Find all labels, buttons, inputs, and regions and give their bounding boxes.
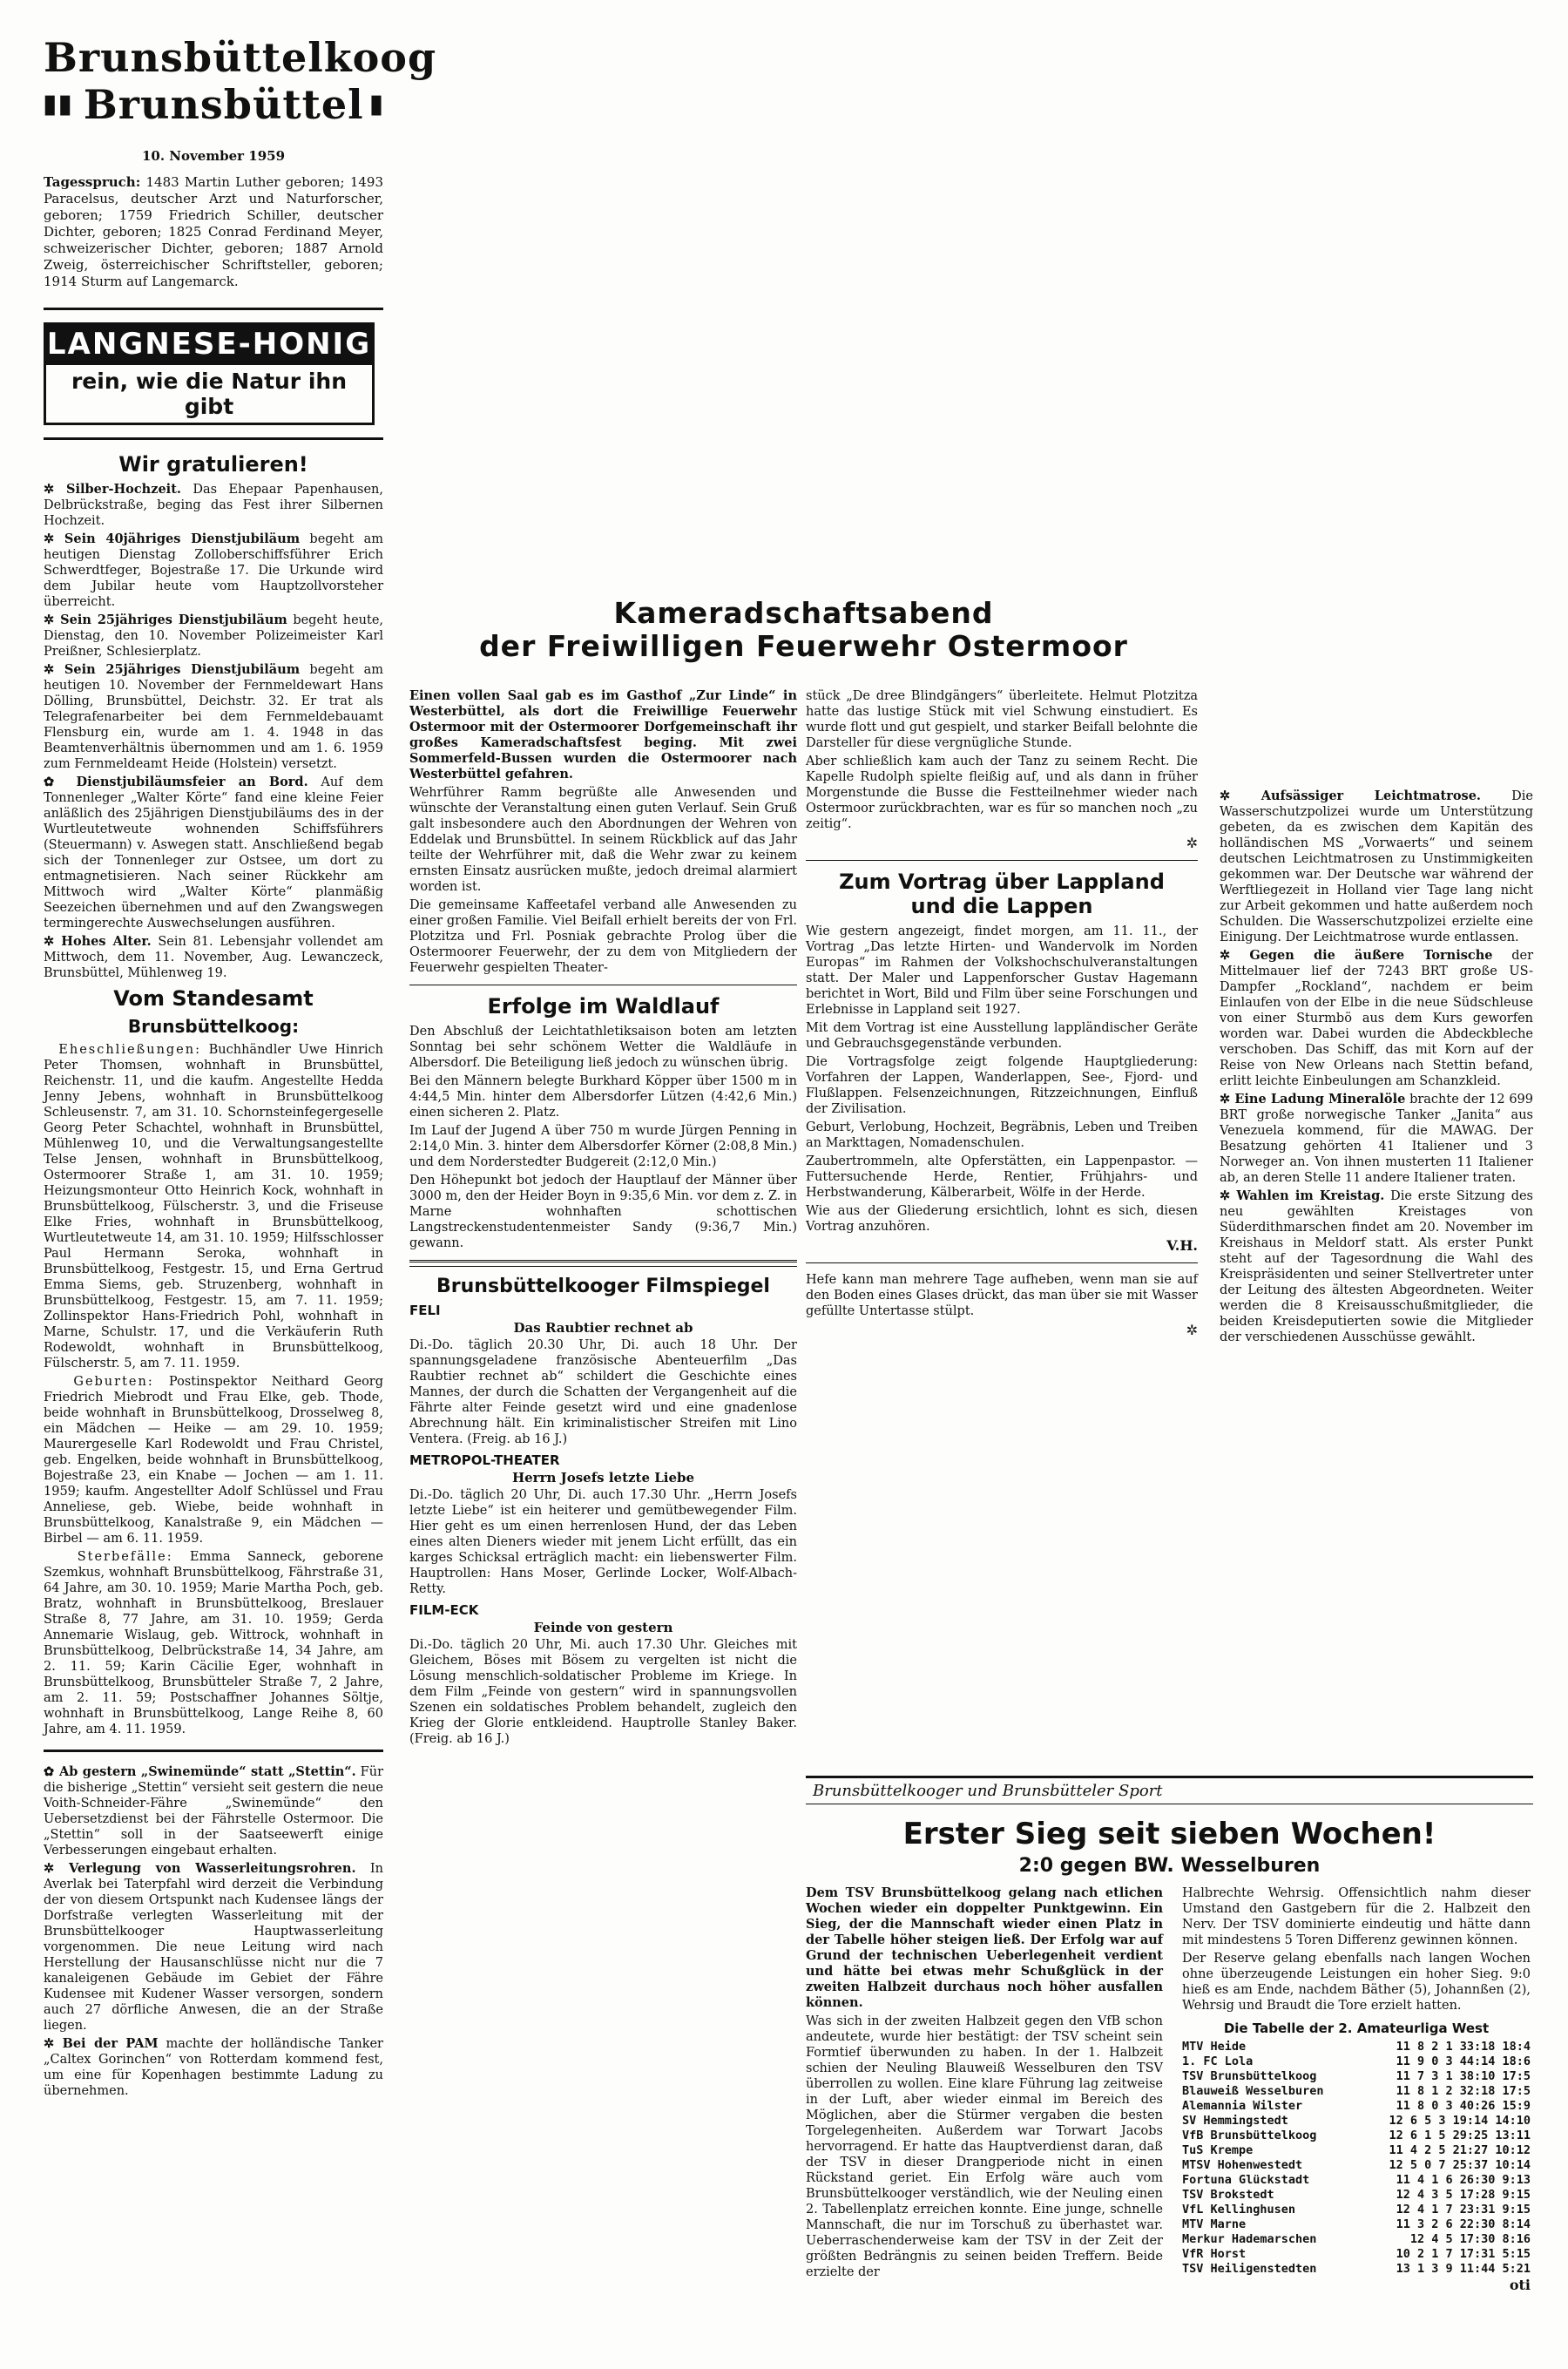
lappland-sign: V.H.: [1166, 1237, 1198, 1254]
item-lead: Silber-Hochzeit.: [65, 482, 181, 497]
item-lead: Dienstjubiläumsfeier an Bord.: [76, 775, 308, 789]
team-name: 1. FC Lola: [1182, 2054, 1254, 2068]
sport-p3: Der Reserve gelang ebenfalls nach langen Wochen ohne überzeugende Leistungen ein hoher Sieg. 9:0 hieß es am Ende, nachdem Bäther (5), Johannßen (2), Wehrsig und Braudt die Tore erzielt hatten.: [1182, 1952, 1531, 2013]
item-text: In Averlak bei Taterpfahl wird derzeit die Verbindung der von diesem Ortspunkt nach Kudensee längs der Dorfstraße verlegten Wasserleitung mit der Brunsbüttelkooger Hauptwasserleitung vorgenommen. Die neue Leitung wird nach Herstellung der Hausanschlüsse nicht nur die 7 kanaleigenen Gebäude im Gebiet der Fähre Kudensee mit Kudener Wasser versorgen, sondern auch 27 dörfliche Anwesen, die an der Straße liegen.: [44, 1862, 383, 2033]
divider: [44, 308, 383, 310]
item-text: der Mittelmauer lief der 7243 BRT große US-Dampfer „Rockland“, nachdem er beim Einlaufen von der Elbe in die neue Südschleuse von einer Sturmbö aus dem Kurs geworfen worden war. Dabei wurden die Abdeckbleche verschoben. Das Schiff, das mit Korn auf der Reise von New Orleans nach Stettin befand, erlitt leichte Einbeulungen am Schanzkleid.: [1220, 949, 1534, 1088]
item-lead: Ab gestern „Swinemünde“ statt „Stettin“.: [58, 1764, 356, 1779]
team-name: TuS Krempe: [1182, 2143, 1254, 2157]
team-stats: 12 4 5 17:30 8:16: [1409, 2232, 1531, 2246]
flower-icon: ✿: [44, 1764, 59, 1779]
team-stats: 13 1 3 9 11:44 5:21: [1396, 2262, 1531, 2276]
standesamt-body: [44, 1042, 383, 1737]
item-text: Die erste Sitzung des neu gewählten Kreistages von Süderdithmarschen findet am 20. November im Kreishaus in Meldorf statt. Als erster Punkt steht auf der Tagesordnung die Wahl des Kreispräsidenten und seiner Stellvertreter unter der Leitung des ältesten Abgeordneten. Weiter werden die 8 Kreisausschußmitglieder, die beiden Kreisdeputierten sowie die Mitglieder der verschiedenen Ausschüsse gewählt.: [1220, 1189, 1534, 1344]
news-item: [1220, 1092, 1533, 1186]
film-title: Feinde von gestern: [533, 1620, 673, 1635]
kamerad-headline: [409, 597, 1198, 663]
film-text: Di.-Do. täglich 20.30 Uhr, Di. auch 18 Uhr. Der spannungsgeladene französische Abenteuerfilm „Das Raubtier rechnet ab“ schildert die Geschichte eines Mannes, der durch die Schatten der Vergangenheit auf die Fährte alter Feinde gesetzt wird und eine gnadenlose Abrechnung hält. Ein kriminalistischer Streifen mit Lino Ventera. (Freig. ab 16 J.): [409, 1338, 797, 1446]
divider: [44, 437, 383, 440]
news-item: [1220, 1188, 1533, 1345]
league-table: [1182, 2040, 1531, 2277]
team-name: VfL Kellinghusen: [1182, 2203, 1296, 2217]
item-text: begeht heute, Dienstag, den 10. November Polizeimeister Karl Preißner, Schlesierplatz.: [44, 613, 384, 659]
sport-columns: [806, 1885, 1533, 2293]
waldlauf-p1: Den Abschluß der Leichtathletiksaison boten am letzten Sonntag bei sehr schönem Wetter die Waldläufe in Albersdorf. Die Beteiligung ließ jedoch zu wünschen übrig.: [409, 1025, 797, 1070]
paragraph-lead: Eheschließungen:: [58, 1043, 201, 1057]
team-stats: 12 6 1 5 29:25 13:11: [1389, 2129, 1531, 2142]
news-item: [1220, 948, 1533, 1089]
lappland-p4: Geburt, Verlobung, Hochzeit, Begräbnis, Leben und Treiben an Markttagen, Nomadenschulen.: [806, 1120, 1198, 1150]
star-icon: ✲: [1220, 1092, 1235, 1107]
waldlauf-p4: Den Höhepunkt bot jedoch der Hauptlauf der Männer über 3000 m, den der Heider Boyn in 9:35,6 Min. vor dem z. Z. in Marne wohnhaften schottischen Langstreckenstudentenmeister Sandy (9:36,7 Min.) gewann.: [409, 1174, 797, 1250]
table-row: [1182, 2054, 1531, 2069]
team-name: Alemannia Wilster: [1182, 2099, 1303, 2113]
masthead-line2-row: [44, 80, 383, 129]
waldlauf-title: Erfolge im Waldlauf: [487, 994, 720, 1019]
lappland-p6: Wie aus der Gliederung ersichtlich, lohnt es sich, diesen Vortrag anzuhören.: [806, 1204, 1198, 1234]
divider: [44, 1750, 383, 1752]
table-row: [1182, 2247, 1531, 2262]
masthead-bars-right: ▮: [368, 89, 385, 119]
film-title: Herrn Josefs letzte Liebe: [511, 1470, 695, 1486]
table-row: [1182, 2040, 1531, 2054]
table-title: Die Tabelle der 2. Amateurliga West: [1223, 2020, 1490, 2036]
lappland-p1: Wie gestern angezeigt, findet morgen, am 11. 11., der Vortrag „Das letzte Hirten- und Wandervolk im Norden Europas“ im Rahmen der Volkshochschulveranstaltungen statt. Der Maler und Lappenforscher Gustav Hagemann berichtet in Wort, Bild und Film über seine Forschungen und Erlebnisse in Lappland seit 1927.: [806, 924, 1198, 1017]
ad-top: LANGNESE-HONIG: [46, 325, 372, 365]
column-mid-left: [409, 688, 797, 1750]
standesamt-paragraph: [44, 1549, 383, 1737]
team-name: MTV Marne: [1182, 2217, 1247, 2231]
langnese-ad: [44, 322, 375, 425]
item-lead: Aufsässiger Leichtmatrose.: [1260, 789, 1481, 803]
star-icon: ✲: [1220, 1188, 1237, 1203]
kamerad-p2: Die gemeinsame Kaffeetafel verband alle Anwesenden zu einer großen Familie. Viel Beifall erhielt bereits der von Frl. Plotzitza und Frl. Posniak gebrachte Prolog über die Ostermoorer Feuerwehr, der zu dem von Mitgliedern der Feuerwehr gespielten Theater-: [409, 898, 797, 975]
team-stats: 11 3 2 6 22:30 8:14: [1396, 2217, 1531, 2231]
flower-icon: ✿: [44, 775, 77, 789]
table-row: [1182, 2084, 1531, 2099]
star-icon: ✲: [44, 934, 62, 949]
table-row: [1182, 2114, 1531, 2129]
table-row: [1182, 2203, 1531, 2217]
gratulieren-item: [44, 482, 383, 529]
gratulieren-item: [44, 662, 383, 772]
team-stats: 11 8 0 3 40:26 15:9: [1396, 2099, 1531, 2113]
column-right: [1220, 789, 1533, 1348]
news-item: [44, 1861, 383, 2034]
kamerad-lead: Einen vollen Saal gab es im Gasthof „Zur Linde“ in Westerbüttel, als dort die Freiwillige Feuerwehr Ostermoor mit der Ostermoorer Dorfgemeinschaft ihr großes Kameradschaftsfest beging. Mit zwei Sommerfeld-Bussen wurden die Ostermoorer nach Westerbüttel gefahren.: [409, 688, 797, 782]
item-text: machte der holländische Tanker „Caltex Gorinchen“ von Rotterdam kommend fest, um eine für Kopenhagen bestimmte Ladung zu übernehmen.: [44, 2037, 383, 2098]
sport-col-left: [806, 1885, 1163, 2293]
star-icon: ✲: [44, 482, 66, 497]
sport-section: [806, 1769, 1533, 2293]
kamerad-p4: Aber schließlich kam auch der Tanz zu seinem Recht. Die Kapelle Rudolph spielte fleißig auf, und als dann in früher Morgenstunde die Busse die Festteilnehmer wieder nach Ostermoor zurückbrachten, war es für so manchen noch „zu zeitig“.: [806, 755, 1198, 831]
item-lead: Bei der PAM: [62, 2036, 159, 2051]
filmspiegel-title: Brunsbüttelkooger Filmspiegel: [436, 1276, 770, 1297]
divider: [806, 860, 1198, 861]
team-name: Merkur Hademarschen: [1182, 2232, 1317, 2246]
lappland-p3: Die Vortragsfolge zeigt folgende Hauptgliederung: Vorfahren der Lappen, Wanderlappen, See-, Fjord- und Flußlappen. Felsenzeichnungen, Ritzzeichnungen, Einfluß der Zivilisation.: [806, 1055, 1198, 1116]
sport-bar: Brunsbüttelkooger und Brunsbütteler Sport: [806, 1776, 1533, 1804]
star-icon: ✲: [44, 531, 64, 546]
item-lead: Wahlen im Kreistag.: [1236, 1188, 1385, 1203]
team-stats: 11 9 0 3 44:14 18:6: [1396, 2054, 1531, 2068]
kamerad-p1: Wehrführer Ramm begrüßte alle Anwesenden und wünschte der Veranstaltung einen guten Verlauf. Sein Gruß galt insbesondere auch den Abordnungen der Wehren von Eddelak und Brunsbüttel. In seinem Rückblick auf das Jahr teilte der Wehrführer mit, daß die Wehr zwar zu keinem ernsten Einsatz ausrücken mußte, jedoch dreimal alarmiert worden ist.: [409, 786, 797, 894]
cinema-metropol: [409, 1452, 797, 1597]
masthead-line2: Brunsbüttel: [83, 81, 364, 128]
star-icon: ✲: [1186, 1322, 1198, 1338]
table-row: [1182, 2099, 1531, 2114]
waldlauf-p3: Im Lauf der Jugend A über 750 m wurde Jürgen Penning in 2:14,0 Min. 3. hinter dem Albersdorfer Körner (2:08,8 Min.) und dem Norderstedter Budgereit (2:12,0 Min.): [409, 1124, 797, 1169]
kamerad-title1: Kameradschaftsabend: [613, 596, 994, 630]
item-text: Das Ehepaar Papenhausen, Delbrückstraße, beging das Fest ihrer Silbernen Hochzeit.: [44, 483, 384, 528]
paragraph-lead: Sterbefälle:: [77, 1550, 173, 1564]
paragraph-text: Emma Sanneck, geborene Szemkus, wohnhaft Brunsbüttelkoog, Fährstraße 31, 64 Jahre, am 30. 10. 1959; Marie Martha Poch, geb. Bratz, wohnhaft in Brunsbüttelkoog, Breslauer Straße 8, 77 Jahre, am 31. 10. 1959; Gerda Annemarie Wislaug, geb. Wittrock, wohnhaft in Brunsbüttelkoog, Delbrückstraße 14, 34 Jahre, am 2. 11. 59; Karin Cäcilie Eger, wohnhaft in Brunsbüttelkoog, Brunsbütteler Straße 7, 2 Jahre, am 2. 11. 59; Postschaffner Johannes Söltje, wohnhaft in Brunsbüttelkoog, Lange Reihe 8, 60 Jahre, am 4. 11. 1959.: [44, 1550, 383, 1736]
team-name: Fortuna Glückstadt: [1182, 2173, 1310, 2187]
column-mid-right: [806, 688, 1198, 1338]
item-lead: Hohes Alter.: [61, 934, 152, 949]
paragraph-text: Buchhändler Uwe Hinrich Peter Thomsen, wohnhaft in Brunsbüttel, Reichenstr. 11, und die kaufm. Angestellte Hedda Jenny Jebens, wohnhaft in Brunsbüttelkoog Schleusenstr. 7, am 31. 10. Schornsteinfegergeselle Georg Peter Schachtel, wohnhaft in Brunsbüttel, Mühlenweg 10, und die Verwaltungsangestellte Telse Jensen, wohnhaft in Brunsbüttelkoog, Ostermoorer Straße 1, am 31. 10. 1959; Heizungsmonteur Otto Heinrich Kock, wohnhaft in Brunsbüttelkoog, Fülscherstr. 3, und die Friseuse Elke Fries, wohnhaft in Brunsbüttelkoog, Wurtleutetweute 14, am 31. 10. 1959; Hilfsschlosser Paul Hermann Seroka, wohnhaft in Brunsbüttelkoog, Festgestr. 15, und Erna Gertrud Emma Siems, geb. Struzenberg, wohnhaft in Brunsbüttelkoog, Festgestr. 15, am 7. 11. 1959; Zollinspektor Hans-Friedrich Pohl, wohnhaft in Marne, Schulstr. 17, und die Verkäuferin Ruth Rodewoldt, wohnhaft in Brunsbüttelkoog, Fülscherstr. 5, am 7. 11. 1959.: [44, 1043, 383, 1371]
issue-date: 10. November 1959: [141, 148, 286, 164]
gratulieren-item: [44, 613, 383, 660]
hefe-note: Hefe kann man mehrere Tage aufheben, wenn man sie auf den Boden eines Glases drückt, das man über sie mit Wasser gefüllte Untertasse stülpt.: [806, 1273, 1198, 1318]
lappland-title2: und die Lappen: [910, 894, 1093, 918]
star-icon: ✲: [44, 613, 61, 627]
tagesspruch-label: Tagesspruch:: [44, 174, 141, 190]
item-lead: Sein 25jähriges Dienstjubiläum: [64, 662, 301, 677]
sport-subtitle: 2:0 gegen BW. Wesselburen: [1018, 1855, 1321, 1877]
team-stats: 10 2 1 7 17:31 5:15: [1396, 2247, 1531, 2261]
standesamt-subtitle: Brunsbüttelkoog:: [127, 1016, 300, 1037]
team-stats: 11 8 2 1 33:18 18:4: [1396, 2040, 1531, 2054]
table-row: [1182, 2262, 1531, 2277]
item-lead: Sein 25jähriges Dienstjubiläum: [60, 613, 287, 627]
table-row: [1182, 2143, 1531, 2158]
team-name: TSV Brokstedt: [1182, 2188, 1274, 2202]
gratulieren-title: Wir gratulieren!: [118, 452, 308, 477]
sport-lead: Dem TSV Brunsbüttelkoog gelang nach etlichen Wochen wieder ein doppelter Punktgewinn. Ein Sieg, der die Mannschaft wieder einen Platz in der Tabelle höher steigen ließ. Der Erfolg war auf Grund der technischen Ueberlegenheit verdient und hätte bei etwas mehr Schußglück in der zweiten Halbzeit durchaus noch höher ausfallen können.: [806, 1885, 1163, 2010]
sport-title: Erster Sieg seit sieben Wochen!: [902, 1817, 1436, 1851]
item-text: begeht am heutigen 10. November der Fernmeldewart Hans Dölling, Brunsbüttel, Deichstr. 32. Er trat als Telegrafenarbeiter bei dem Fernmeldebauamt Flensburg ein, wurde am 1. 4. 1948 in das Beamtenverhältnis übernommen und am 1. 6. 1959 zum Fernmeldeamt Heide (Holstein) versetzt.: [44, 663, 383, 771]
kamerad-title2: der Freiwilligen Feuerwehr Ostermoor: [479, 629, 1128, 663]
table-row: [1182, 2232, 1531, 2247]
news-item: [44, 1764, 383, 1858]
gratulieren-item: [44, 775, 383, 931]
item-lead: Eine Ladung Mineralöle: [1234, 1092, 1406, 1107]
team-name: SV Hemmingstedt: [1182, 2114, 1288, 2128]
table-row: [1182, 2158, 1531, 2173]
masthead-bars-left: ▮▮: [42, 89, 73, 119]
gratulieren-item: [44, 531, 383, 610]
item-lead: Verlegung von Wasserleitungsrohren.: [69, 1861, 356, 1876]
double-divider: [409, 1260, 797, 1267]
star-icon: ✲: [1220, 789, 1261, 803]
team-stats: 12 4 1 7 23:31 9:15: [1396, 2203, 1531, 2217]
team-stats: 12 4 3 5 17:28 9:15: [1396, 2188, 1531, 2202]
paragraph-text: Postinspektor Neithard Georg Friedrich Miebrodt und Frau Elke, geb. Thode, beide wohnhaft in Brunsbüttelkoog, Drosselweg 8, ein Mädchen — Heike — am 29. 10. 1959; Maurergeselle Karl Rodewoldt und Frau Christel, geb. Engelken, beide wohnhaft in Brunsbüttelkoog, Bojestraße 23, ein Knabe — Jochen — am 1. 11. 1959; kaufm. Angestellter Adolf Schlüssel und Frau Anneliese, geb. Wiebe, beide wohnhaft in Brunsbüttelkoog, Kanalstraße 9, ein Mädchen — Birbel — am 6. 11. 1959.: [44, 1375, 384, 1546]
team-stats: 11 7 3 1 38:10 17:5: [1396, 2069, 1531, 2083]
team-stats: 11 4 2 5 21:27 10:12: [1389, 2143, 1531, 2157]
item-text: Die Wasserschutzpolizei wurde um Unterstützung gebeten, da es zwischen dem Kapitän des holländischen MS „Vorwaerts“ und seinem deutschen Leichtmatrosen zu Unstimmigkeiten gekommen war. Der Deutsche war während der Werftliegezeit in Holland vier Tage lang nicht zur Arbeit gekommen und hatte außerdem noch Schulden. Die Wasserschutzpolizei erzielte eine Einigung. Der Leichtmatrose wurde entlassen.: [1220, 789, 1534, 944]
news-item: [1220, 789, 1533, 945]
star-icon: ✲: [1186, 835, 1198, 851]
item-text: Sein 81. Lebensjahr vollendet am Mittwoch, dem 11. November, Aug. Lewanczeck, Brunsbüttel, Mühlenweg 19.: [44, 935, 384, 980]
team-name: MTV Heide: [1182, 2040, 1247, 2054]
table-row: [1182, 2129, 1531, 2143]
table-row: [1182, 2173, 1531, 2188]
sport-p1: Was sich in der zweiten Halbzeit gegen den VfB schon andeutete, wurde hier bestätigt: der TSV scheint sein Formtief überwunden zu haben. In der 1. Halbzeit schien der Neuling Blauweiß Wesselburen den TSV überrollen zu wollen. Eine klare Führung lag zeitweise in der Luft, aber wieder einmal im Bereich des Möglichen, aber die Stürmer vergaben die besten Torgelegenheiten. Außerdem war Torwart Jacobs hervorragend. Er hatte das Hauptverdienst daran, daß der TSV in dieser Drangperiode nicht in einen Rückstand geriet. Ein Erfolg wäre auch vom Brunsbüttelkooger verständlich, wie der Neuling einen 2. Tabellenplatz erreichen konnte. Eine junge, schnelle Mannschaft, die nur im Torschuß zu überhastet war. Ueberraschenderweise kam der TSV in der Zeit der größten Bedrängnis zu seinen beiden Treffern. Beide erzielte der: [806, 2014, 1163, 2279]
team-stats: 11 8 1 2 32:18 17:5: [1396, 2084, 1531, 2098]
lappland-title1: Zum Vortrag über Lappland: [839, 870, 1165, 894]
lappland-p5: Zaubertrommeln, alte Opferstätten, ein Lappenpastor. — Futtersuchende Herde, Rentier, Frühjahrs- und Herbstwanderung, Kälberarbeit, Wölfe in der Herde.: [806, 1154, 1198, 1200]
team-stats: 12 5 0 7 25:37 10:14: [1389, 2158, 1531, 2172]
star-icon: ✲: [1220, 948, 1250, 963]
item-text: Auf dem Tonnenleger „Walter Körte“ fand eine kleine Feier anläßlich des 25jährigen Dienstjubiläums des in der Wurtleutetweute wohnenden Schiffsführers (Steuermann) v. Aswegen statt. Anschließend begab sich der Tonnenleger zur Ostsee, um dort zu entmagnetisieren. Nach seiner Rückkehr am Mittwoch wird „Walter Körte“ planmäßig Seezeichen übernehmen und auf den Zwangswegen termingerechte Auswechselungen ausführen.: [44, 775, 383, 931]
team-name: TSV Brunsbüttelkoog: [1182, 2069, 1317, 2083]
paragraph-lead: Geburten:: [73, 1375, 154, 1389]
table-row: [1182, 2188, 1531, 2203]
cinema-filmeck: [409, 1602, 797, 1747]
team-name: VfR Horst: [1182, 2247, 1247, 2261]
gratulieren-item: [44, 934, 383, 981]
tagesspruch-text: 1483 Martin Luther geboren; 1493 Paracelsus, deutscher Arzt und Naturforscher, geboren; 1759 Friedrich Schiller, deutscher Dichter, geboren; 1825 Conrad Ferdinand Meyer, schweizerischer Dichter, geboren; 1887 Arnold Zweig, österreichischer Schriftsteller, geboren; 1914 Sturm auf Langemarck.: [44, 174, 383, 289]
team-name: MTSV Hohenwestedt: [1182, 2158, 1303, 2172]
table-footer: oti: [1509, 2277, 1531, 2293]
standesamt-paragraph: [44, 1374, 383, 1547]
lappland-p2: Mit dem Vortrag ist eine Ausstellung lappländischer Geräte und Gebrauchsgegenstände verbunden.: [806, 1021, 1198, 1051]
standesamt-title: Vom Standesamt: [113, 986, 314, 1011]
item-text: begeht am heutigen Dienstag Zolloberschiffsführer Erich Schwerdtfeger, Bojestraße 17. Die Urkunde wird dem Jubilar heute vom Hauptzollvorsteher überreicht.: [44, 532, 383, 609]
star-icon: ✲: [44, 1861, 70, 1876]
item-text: Für die bisherige „Stettin“ versieht seit gestern die neue Voith-Schneider-Fähre „Swinemünde“ den Uebersetzdienst bei der Fährstelle Ostermoor. Die „Stettin“ soll in der Saatseewerft einige Verbesserungen eingebaut erhalten.: [44, 1765, 384, 1858]
sport-p2: Halbrechte Wehrsig. Offensichtlich nahm dieser Umstand den Gastgebern für die 2. Halbzeit den Nerv. Der TSV dominierte eindeutig und hätte dann mit mindestens 5 Toren Differenz gewinnen können.: [1182, 1886, 1531, 1947]
item-text: brachte der 12 699 BRT große norwegische Tanker „Janita“ aus Venezuela kommend, für die MAWAG. Der Besatzung gehörten 41 Italiener und 3 Norweger an. Von ihnen musterten 11 Italiener ab, an deren Stelle 11 andere Italiener traten.: [1220, 1093, 1534, 1185]
item-lead: Gegen die äußere Tornische: [1249, 948, 1493, 963]
team-name: TSV Heiligenstedten: [1182, 2262, 1317, 2276]
film-title: Das Raubtier rechnet ab: [513, 1320, 693, 1336]
star-icon: ✲: [44, 662, 64, 677]
cinema-name: METROPOL-THEATER: [409, 1452, 560, 1468]
divider: [806, 1262, 1198, 1263]
cinema-name: FILM-ECK: [409, 1602, 479, 1618]
cinema-feli: [409, 1303, 797, 1447]
item-lead: Sein 40jähriges Dienstjubiläum: [64, 531, 301, 546]
star-icon: ✲: [44, 2036, 63, 2051]
tagesspruch: [44, 174, 383, 290]
table-row: [1182, 2217, 1531, 2232]
sport-col-right: [1182, 1885, 1531, 2293]
team-stats: 12 6 5 3 19:14 14:10: [1389, 2114, 1531, 2128]
standesamt-paragraph: [44, 1042, 383, 1371]
team-name: Blauweiß Wesselburen: [1182, 2084, 1324, 2098]
masthead: [42, 34, 437, 129]
team-name: VfB Brunsbüttelkoog: [1182, 2129, 1317, 2142]
film-text: Di.-Do. täglich 20 Uhr, Mi. auch 17.30 Uhr. Gleiches mit Gleichem, Böses mit Bösem zu vergelten ist nicht die Lösung menschlich-soldatischer Probleme im Kriege. In dem Film „Feinde von gestern“ wird in spannungsvollen Szenen ein soldatisches Problem behandelt, zugleich den Krieg der Glorie entkleidend. Hauptrolle Stanley Baker. (Freig. ab 16 J.): [409, 1638, 797, 1746]
gratulieren-list: [44, 482, 383, 981]
cinema-name: FELI: [409, 1303, 441, 1318]
local-news: [44, 1764, 383, 2099]
table-row: [1182, 2069, 1531, 2084]
film-text: Di.-Do. täglich 20 Uhr, Di. auch 17.30 Uhr. „Herrn Josefs letzte Liebe“ ist ein heiterer und gemütbewegender Film. Hier geht es um einen herrenlosen Hund, der das Leben eines alten Dieners wieder mit jenem Licht erfüllt, das ein karges Schicksal erträglich macht: ein liebenswerter Film. Hauptrollen: Hans Moser, Gerlinde Locker, Wolf-Albach-Retty.: [409, 1488, 797, 1596]
news-item: [44, 2036, 383, 2099]
kamerad-p3: stück „De dree Blindgängers“ überleitete. Helmut Plotzitza hatte das lustige Stück mit viel Schwung einstudiert. Es wurde flott und gut gespielt, und starker Beifall belohnte die Darsteller für diese vergnügliche Stunde.: [806, 689, 1198, 750]
masthead-line1: Brunsbüttelkoog: [44, 34, 437, 81]
waldlauf-p2: Bei den Männern belegte Burkhard Köpper über 1500 m in 4:44,5 Min. hinter dem Albersdorfer Lützen (4:42,6 Min.) einen sicheren 2. Platz.: [409, 1074, 797, 1120]
team-stats: 11 4 1 6 26:30 9:13: [1396, 2173, 1531, 2187]
ad-bottom: rein, wie die Natur ihn gibt: [71, 369, 348, 419]
